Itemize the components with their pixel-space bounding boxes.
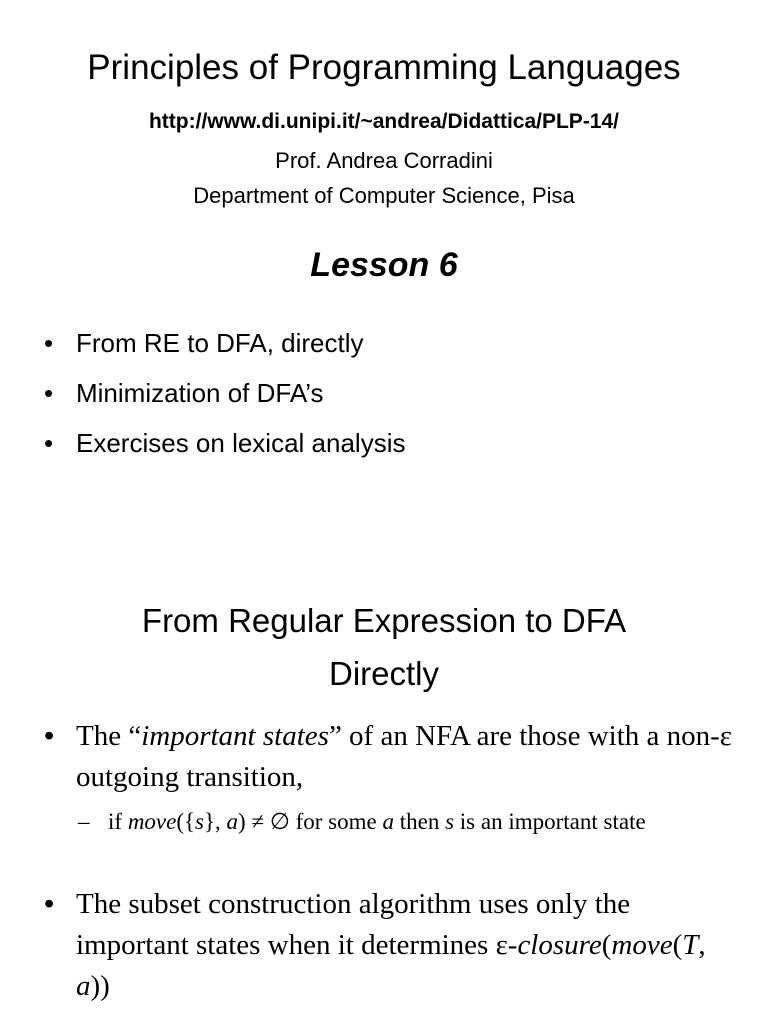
math-variable: a <box>382 809 394 834</box>
math-variable: a <box>76 970 91 1002</box>
text-segment: ( <box>672 929 683 961</box>
text-segment: if <box>108 809 128 834</box>
text-segment: )) <box>90 970 110 1002</box>
math-variable: s <box>195 809 204 834</box>
slide2-title-line1: From Regular Expression to DFA <box>141 602 627 639</box>
list-item-text: Exercises on lexical analysis <box>76 428 406 458</box>
list-item <box>44 324 405 374</box>
list-item <box>44 424 405 474</box>
list-item <box>44 374 405 424</box>
text-segment: The subset construction algorithm uses only the important states when it determines ε- <box>76 888 631 961</box>
bullet-glyph: • <box>44 720 55 752</box>
bullet-glyph: • <box>44 328 54 358</box>
text-segment: }, <box>204 809 227 834</box>
text-segment: then <box>393 809 446 834</box>
dash-glyph: – <box>78 809 90 834</box>
text-segment: ( <box>601 929 612 961</box>
lesson-topics-list <box>44 324 405 474</box>
course-url: http://www.di.unipi.it/~andrea/Didattica/PLP-14/ <box>148 110 620 133</box>
department-name: Department of Computer Science, Pisa <box>193 183 575 208</box>
list-item-text: Minimization of DFA’s <box>76 378 324 408</box>
text-segment: is an important state <box>454 809 646 834</box>
emphasis-text: important states <box>141 720 329 752</box>
text-segment: , <box>698 929 706 961</box>
subbullet-text <box>78 804 718 839</box>
subset-construction-bullet <box>44 884 744 1007</box>
bullet-text <box>44 884 744 1007</box>
math-function: closure <box>517 929 602 961</box>
slide1-title: Principles of Programming Languages <box>87 48 681 87</box>
move-condition-subbullet <box>78 804 718 839</box>
list-item-text: From RE to DFA, directly <box>76 328 364 358</box>
lesson-heading: Lesson 6 <box>310 246 458 284</box>
text-segment: ({ <box>176 809 196 834</box>
text-segment: ) ≠ ∅ for some <box>238 809 383 834</box>
text-segment: The “ <box>76 720 142 752</box>
math-variable: T <box>682 929 699 961</box>
math-function: move <box>127 809 177 834</box>
math-variable: a <box>226 809 239 834</box>
bullet-glyph: • <box>44 378 54 408</box>
text-segment: ” of an NFA are those with a non-ε outgoing transition, <box>76 720 732 793</box>
math-function: move <box>611 929 673 961</box>
bullet-text <box>44 716 744 798</box>
slide2-title-line2: Directly <box>328 655 439 692</box>
bullet-glyph: • <box>44 888 55 920</box>
important-states-bullet <box>44 716 744 798</box>
author-name: Prof. Andrea Corradini <box>275 148 493 173</box>
math-variable: s <box>445 809 455 834</box>
bullet-glyph: • <box>44 428 54 458</box>
